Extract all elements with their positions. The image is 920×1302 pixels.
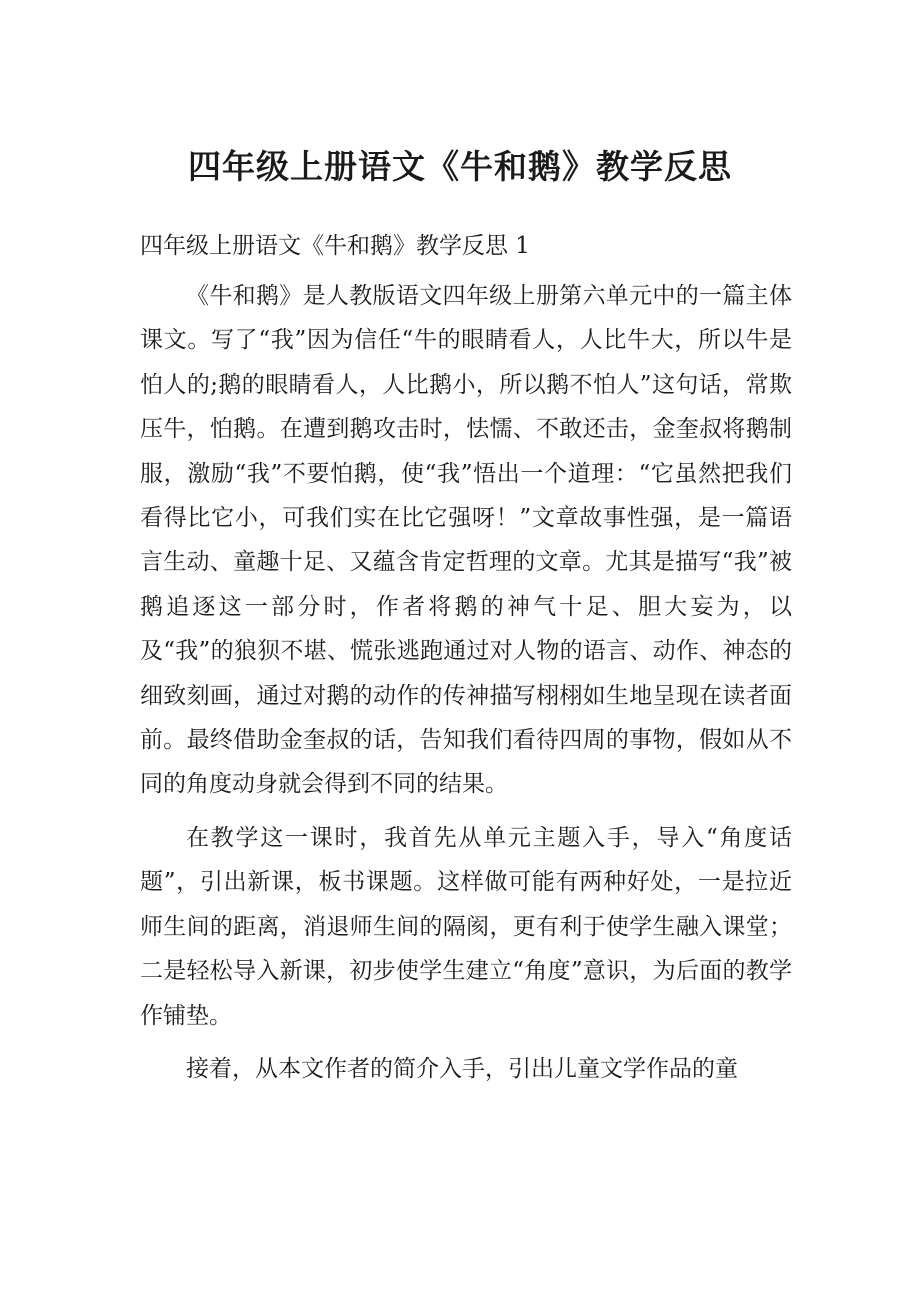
paragraph-3: 接着，从本文作者的简介入手，引出儿童文学作品的童 bbox=[186, 1055, 738, 1082]
document-body bbox=[140, 274, 792, 1100]
paragraph-1: 《牛和鹅》是人教版语文四年级上册第六单元中的一篇主体课文。写了“我”因为信任“牛的眼睛看人，人比牛大，所以牛是怕人的;鹅的眼睛看人，人比鹅小，所以鹅不怕人”这句话，常欺压牛，怕鹅。在遭到鹅攻击时，怯懦、不敢还击，金奎叔将鹅制服，激励“我”不要怕鹅，使“我”悟出一个道理：“它虽然把我们看得比它小，可我们实在比它强呀！”文章故事性强，是一篇语言生动、童趣十足、又蕴含肯定哲理的文章。尤其是描写“我”被鹅追逐这一部分时，作者将鹅的神气十足、胆大妄为，以及“我”的狼狈不堪、慌张逃跑通过对人物的语言、动作、神态的细致刻画，通过对鹅的动作的传神描写栩栩如生地呈现在读者面前。最终借助金奎叔的话，告知我们看待四周的事物，假如从不同的角度动身就会得到不同的结果。 bbox=[140, 283, 792, 798]
document-subtitle: 四年级上册语文《牛和鹅》教学反思 1 bbox=[140, 233, 530, 259]
paragraph-2: 在教学这一课时，我首先从单元主题入手，导入“角度话题”，引出新课，板书课题。这样做可能有两种好处，一是拉近师生间的距离，消退师生间的隔阂，更有利于使学生融入课堂；二是轻松导入新课，初步使学生建立“角度”意识，为后面的教学作铺垫。 bbox=[140, 824, 792, 1029]
document-title: 四年级上册语文《牛和鹅》教学反思 bbox=[188, 147, 732, 186]
